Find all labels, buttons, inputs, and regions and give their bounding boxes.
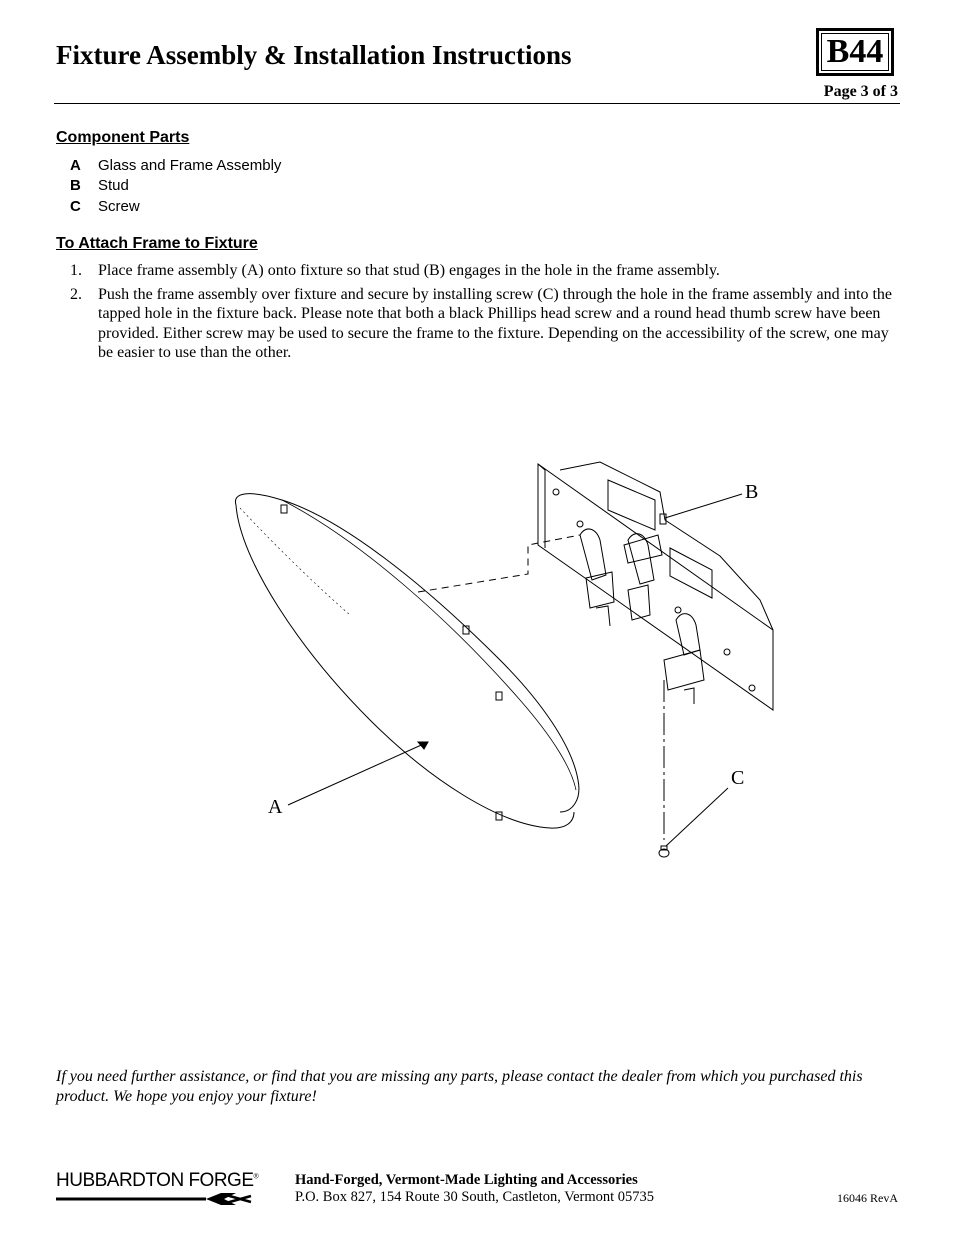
logo-wordmark: HUBBARDTON FORGE® [56,1170,259,1191]
part-letter: C [70,197,81,215]
part-label: Screw [98,197,140,215]
model-code-box [816,28,894,76]
part-item-b [70,176,281,197]
part-item-c [70,196,281,217]
header-divider [54,103,900,104]
callout-a: A [268,796,283,818]
alignment-line [418,535,580,592]
closing-note: If you need further assistance, or find that you are missing any parts, please contact the dealer from which you purchased this product. We hope you enjoy your fixture! [56,1068,863,1105]
part-letter: B [70,177,81,195]
instruction-step-1 [70,261,900,281]
footer-address: P.O. Box 827, 154 Route 30 South, Castleton, Vermont 05735 [295,1189,655,1205]
component-parts-list [70,155,281,217]
page-title: Fixture Assembly & Installation Instructions [56,40,572,70]
component-parts-heading: Component Parts [56,129,190,146]
part-label: Stud [98,177,129,195]
assembly-diagram [230,460,790,870]
part-letter: A [70,156,81,174]
part-item-a [70,155,281,176]
instruction-steps [70,261,900,367]
logo-tongs-icon [56,1192,256,1206]
attach-heading: To Attach Frame to Fixture [56,235,258,252]
step-number: 2. [70,285,82,303]
step-number: 1. [70,262,82,279]
step-text: Push the frame assembly over fixture and secure by installing screw (C) through the hole in the frame assembly and into the tapped hole in the fixture back. Please note that both a black Phillips head screw and a round head thumb screw have been provided. Either screw may be used to secure the frame to the fixture. Depending on the accessibility of the screw, one may be easier to use than the other. [98,285,893,361]
step-text: Place frame assembly (A) onto fixture so that stud (B) engages in the hole in the frame assembly. [98,262,720,279]
callout-b: B [745,481,759,503]
document-id: 16046 RevA [837,1191,898,1205]
leader-line-a [288,742,428,805]
fixture-backplate [538,462,773,710]
company-logo [56,1170,258,1211]
model-code: B44 [821,33,889,71]
page-number: Page 3 of 3 [823,83,898,100]
leader-line-c [666,788,728,846]
part-label: Glass and Frame Assembly [98,156,282,174]
instruction-step-2 [70,285,900,363]
callout-c: C [731,767,745,789]
leader-line-b [665,494,742,518]
sockets [580,529,704,704]
footer-tagline: Hand-Forged, Vermont-Made Lighting and Accessories [295,1172,638,1188]
screw-c [659,680,669,857]
glass-frame-assembly [235,494,578,828]
